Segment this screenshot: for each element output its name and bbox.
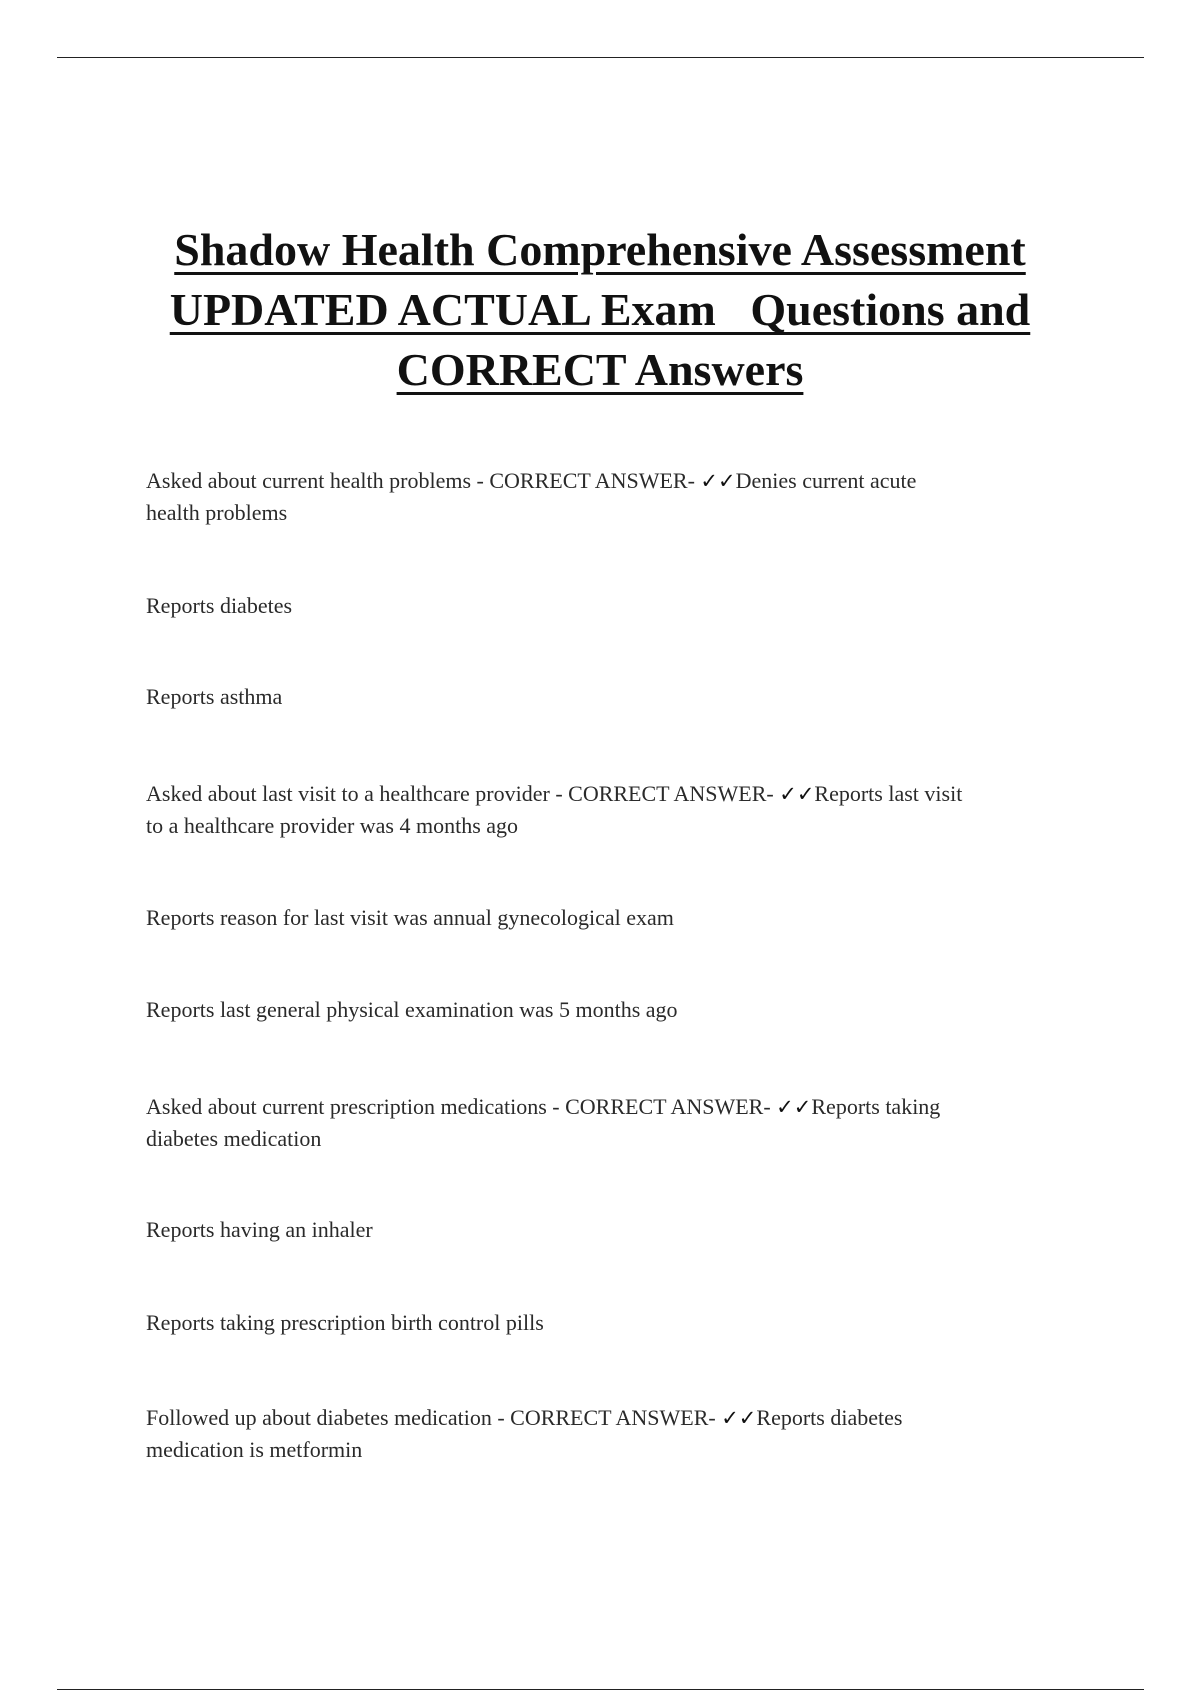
qa-entry-diabetes-medication-followup <box>146 1402 1066 1465</box>
answer-item: Reports diabetes <box>146 593 293 618</box>
answer-text: Reports last visit <box>814 781 963 806</box>
answer-continuation: to a healthcare provider was 4 months ago <box>146 813 519 838</box>
answer-item: Reports having an inhaler <box>146 1217 373 1242</box>
document-title <box>120 220 1080 400</box>
answer-continuation: medication is metformin <box>146 1437 363 1462</box>
check-icon: ✓✓ <box>721 1406 757 1430</box>
answer-item: Reports asthma <box>146 684 283 709</box>
answer-item: Reports taking prescription birth control pills <box>146 1310 544 1335</box>
answer-continuation: diabetes medication <box>146 1126 322 1151</box>
qa-entry-prescription-medications <box>146 1091 1066 1154</box>
question-text: Asked about last visit to a healthcare provider - CORRECT ANSWER- <box>146 781 780 806</box>
answer-text: Reports diabetes <box>756 1405 903 1430</box>
answer-item: Reports reason for last visit was annual gynecological exam <box>146 905 674 930</box>
top-rule <box>57 57 1144 58</box>
answer-item: Reports last general physical examination was 5 months ago <box>146 997 678 1022</box>
bottom-rule <box>57 1689 1144 1690</box>
answer-text: Reports taking <box>811 1094 941 1119</box>
title-line-3: CORRECT Answers <box>396 344 804 395</box>
qa-entry-current-health-problems <box>146 465 1066 528</box>
check-icon: ✓✓ <box>700 469 736 493</box>
question-text: Asked about current prescription medications - CORRECT ANSWER- <box>146 1094 777 1119</box>
title-line-1: Shadow Health Comprehensive Assessment <box>174 224 1026 275</box>
question-text: Asked about current health problems - CORRECT ANSWER- <box>146 468 701 493</box>
check-icon: ✓✓ <box>779 782 815 806</box>
answer-continuation: health problems <box>146 500 288 525</box>
qa-entry-last-healthcare-visit <box>146 778 1066 841</box>
check-icon: ✓✓ <box>776 1095 812 1119</box>
question-text: Followed up about diabetes medication - CORRECT ANSWER- <box>146 1405 722 1430</box>
answer-text: Denies current acute <box>735 468 917 493</box>
title-line-2: UPDATED ACTUAL Exam Questions and <box>169 284 1031 335</box>
